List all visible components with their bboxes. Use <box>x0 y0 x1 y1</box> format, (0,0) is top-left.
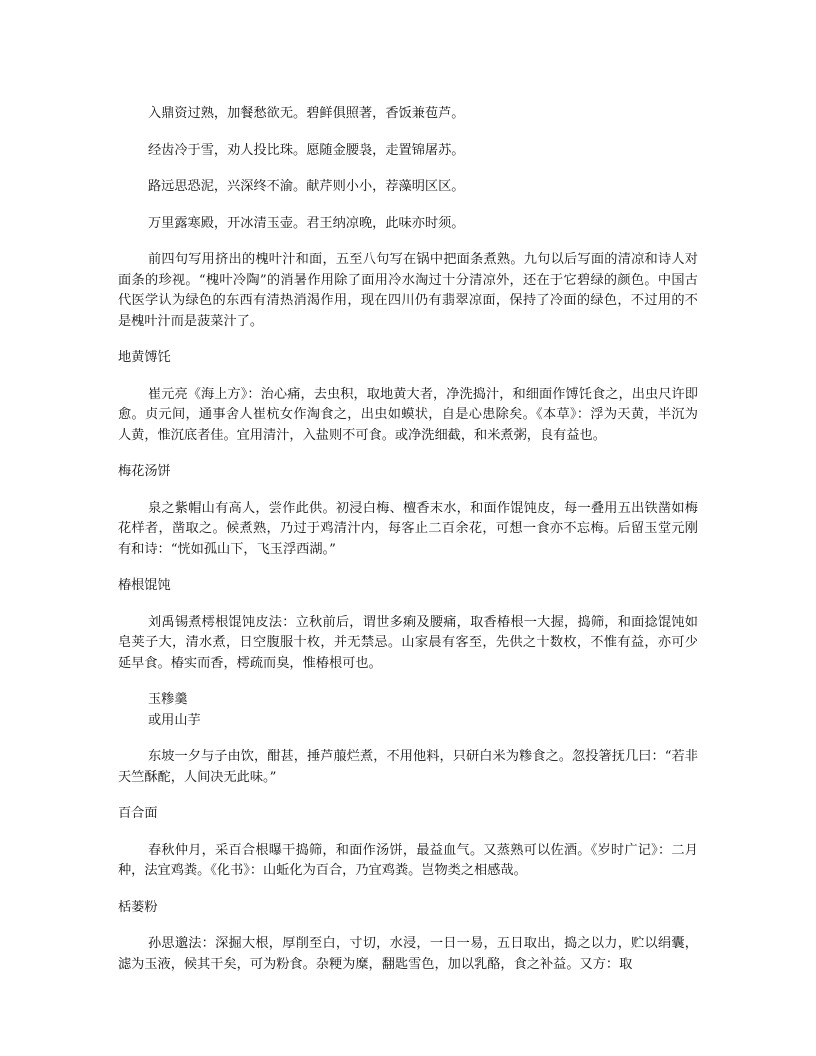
poem-line: 入鼎资过熟，加餐愁欲无。碧鲜俱照著，香饭兼苞芦。 <box>148 106 465 121</box>
section-heading: 百合面 <box>118 806 158 821</box>
section-body: 春秋仲月，采百合根曝干捣筛，和面作汤饼，最益血气。又蒸熟可以佐酒。《岁时广记》：二月种，法宜鸡粪。《化书》：山蚯化为百合，乃宜鸡粪。岂物类之相感哉。 <box>118 842 698 878</box>
section-heading: 玉糁羹 <box>148 692 188 707</box>
poem-line: 路远思恐泥，兴深终不渝。献芹则小小，荐藻明区区。 <box>148 179 465 194</box>
section-body: 孙思邈法：深掘大根，厚削至白，寸切，水浸，一日一易，五日取出，捣之以力，贮以绢囊，滤为玉液，候其干矣，可为粉食。杂粳为糜，翻匙雪色，加以乳酪，食之补益。又方：取 <box>118 936 698 972</box>
section-heading: 栝蒌粉 <box>118 899 158 915</box>
document-page <box>118 104 698 975</box>
section-body: 泉之紫帽山有高人，尝作此供。初浸白梅、檀香末水，和面作馄饨皮，每一叠用五出铁凿如梅花样者，凿取之。候煮熟，乃过于鸡清汁内，每客止二百余花，可想一食亦不忘梅。后留玉堂元刚有和诗：“恍如孤山下，飞玉浮西湖。” <box>118 500 698 557</box>
poem-line: 万里露寒殿，开冰清玉壶。君王纳凉晚，此味亦时须。 <box>148 215 465 231</box>
section-heading: 梅花汤饼 <box>118 464 171 479</box>
section-body: 刘禹锡煮樗根馄饨皮法：立秋前后，谓世多痢及腰痛，取香椿根一大握，捣筛，和面捻馄饨如皂荚子大，清水煮，日空腹服十枚，并无禁忌。山家晨有客至，先供之十数枚，不惟有益，亦可少延早食。椿实而香，樗疏而臭，惟椿根可也。 <box>118 614 698 671</box>
section-body: 东坡一夕与子由饮，酣甚，捶芦菔烂煮，不用他料，只研白米为糁食之。忽投箸抚几曰：“若非天竺酥酡，人间决无此味。” <box>118 749 698 785</box>
section-heading: 椿根馄饨 <box>118 578 171 593</box>
poem-line: 经齿冷于雪，劝人投比珠。愿随金腰袅，走置锦屠苏。 <box>148 142 465 158</box>
section-body: 崔元亮《海上方》：治心痛，去虫积，取地黄大者，净洗捣汁，和细面作馎饦食之，出虫尺许即愈。贞元间，通事舍人崔杭女作淘食之，出虫如蟆状，自是心患除矣。《本草》：浮为天黄，半沉为人黄，惟沉底者佳。宜用清汁，入盐则不可食。或净洗细截，和米煮粥，良有益也。 <box>118 386 698 443</box>
commentary-paragraph: 前四句写用挤出的槐叶汁和面，五至八句写在锅中把面条煮熟。九句以后写面的清凉和诗人对面条的珍视。“槐叶冷陶”的消暑作用除了面用冷水淘过十分清凉外，还在于它碧绿的颜色。中国古代医学认为绿色的东西有清热消渴作用，现在四川仍有翡翠凉面，保持了冷面的绿色，不过用的不是槐叶汁而是菠菜汁了。 <box>118 252 698 329</box>
section-subheading: 或用山芋 <box>148 712 201 728</box>
section-heading: 地黄馎饦 <box>118 350 171 365</box>
